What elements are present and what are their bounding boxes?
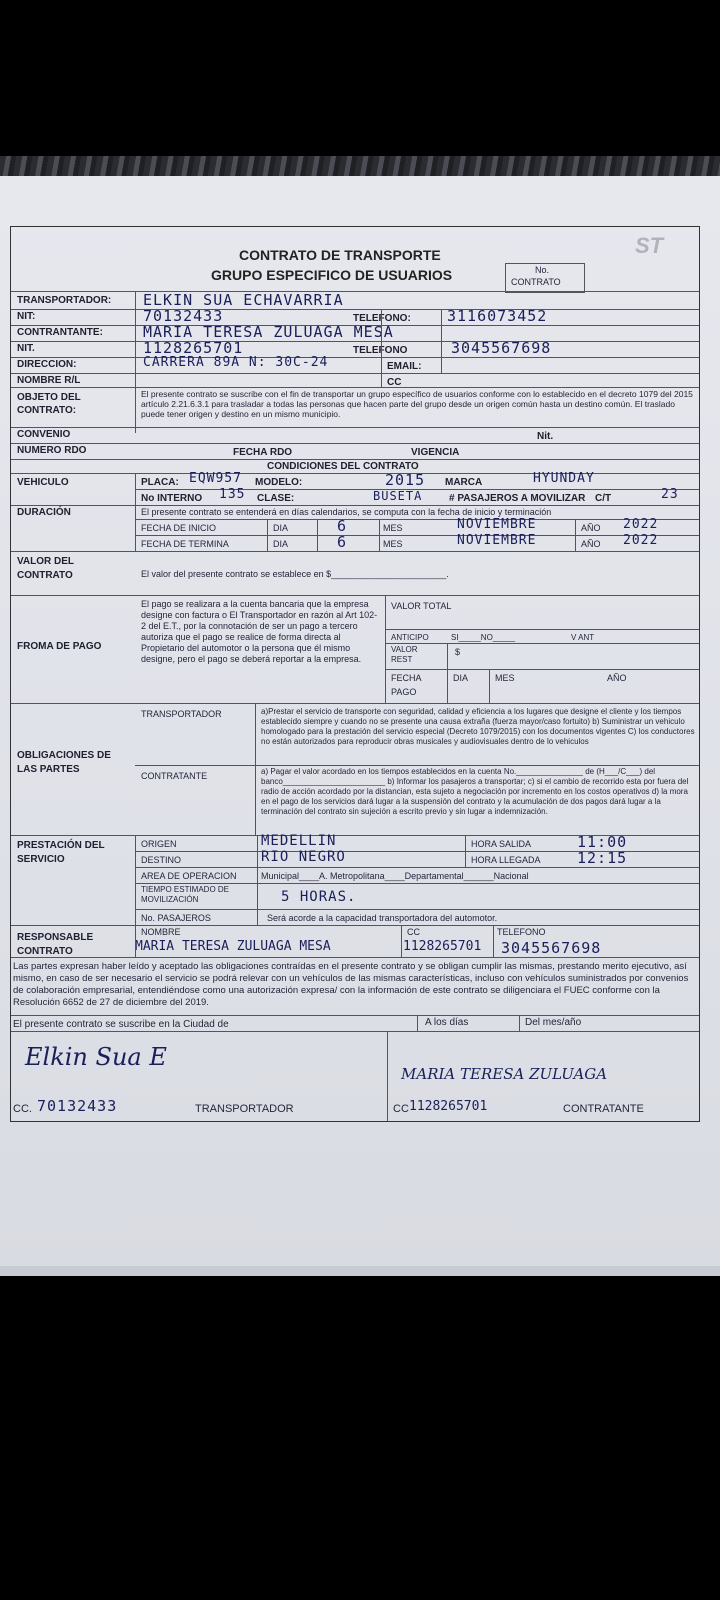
column-divider (447, 643, 448, 703)
placa-label: PLACA: (141, 477, 179, 488)
valor-label: VALOR DEL CONTRATO (17, 556, 74, 581)
divider (11, 925, 699, 926)
valor-total-label: VALOR TOTAL (391, 601, 452, 611)
contratante-value: MARIA TERESA ZULUAGA MESA (143, 323, 394, 341)
tiempo-label: TIEMPO ESTIMADO DE MOVILIZACIÓN (141, 885, 230, 904)
inicio-anio-label: AÑO (581, 523, 601, 533)
nit2-label: NIT. (17, 343, 35, 354)
responsable-nombre-label: NOMBRE (141, 927, 181, 937)
objeto-label: OBJETO DEL CONTRATO: (17, 392, 81, 416)
responsable-nombre-value: MARIA TERESA ZULUAGA MESA (135, 939, 331, 954)
responsable-telefono-label: TELEFONO (497, 927, 546, 937)
contratante-role: CONTRATANTE (563, 1103, 644, 1115)
divider (135, 909, 699, 910)
divider (135, 535, 699, 536)
divider (11, 291, 699, 292)
contract-label: CONTRATO (511, 277, 561, 287)
left-cc-label: CC. (13, 1103, 32, 1115)
company-logo: ST (635, 233, 664, 258)
placa-value: EQW957 (189, 471, 242, 486)
column-divider (255, 703, 256, 835)
convenio-label: CONVENIO (17, 429, 71, 440)
duracion-label: DURACIÓN (17, 507, 71, 518)
origen-label: ORIGEN (141, 839, 177, 849)
nit-value: 70132433 (143, 307, 224, 325)
no-interno-value: 135 (219, 487, 246, 502)
destino-value: RIO NEGRO (261, 849, 346, 865)
direccion-value: CARRERA 89A N: 30C-24 (143, 355, 329, 370)
pasajeros-label: # PASAJEROS A MOVILIZAR (449, 493, 586, 504)
column-divider (257, 835, 258, 925)
divider (11, 341, 699, 342)
nombre-rl-label: NOMBRE R/L (17, 375, 81, 386)
divider (11, 1031, 699, 1032)
marca-value: HYUNDAY (533, 471, 595, 486)
transportador-value: ELKIN SUA ECHAVARRIA (143, 291, 344, 309)
tiempo-value: 5 HORAS. (281, 889, 357, 905)
fin-anio-value: 2022 (623, 533, 659, 548)
divider (11, 473, 699, 474)
origen-value: MEDELLIN (261, 833, 337, 849)
obligaciones-label: OBLIGACIONES DE LAS PARTES (17, 750, 111, 775)
objeto-text: El presente contrato se suscribe con el fin de transportar un grupo específico de usuarios conforme con lo establecido en el decreto 1079 del 2015 artículo 2.21.6.3.1 para trasladar a todas las personas que hacen parte del grupo desde un origen común hasta un destino común. El traslado puede tener origen y destino en un mismo municipio. (141, 389, 693, 419)
divider (11, 387, 699, 388)
condiciones-label: CONDICIONES DEL CONTRATO (267, 461, 419, 472)
destino-label: DESTINO (141, 855, 182, 865)
column-divider (135, 835, 136, 925)
column-divider (267, 519, 268, 551)
inicio-dia-label: DIA (273, 523, 289, 533)
telefono2-label: TELEFONO (353, 345, 408, 356)
pasajeros-value: 23 (661, 487, 679, 502)
inicio-mes-value: NOVIEMBRE (457, 517, 537, 532)
divider (11, 551, 699, 552)
divider (135, 867, 699, 868)
pago-anio-label: AÑO (607, 673, 627, 683)
valor-text: El valor del presente contrato se establece en $_______________________. (141, 569, 449, 579)
duracion-text: El presente contrato se entenderá en días calendarios, se computa con la fecha de inicio y terminación (141, 507, 552, 517)
fin-mes-value: NOVIEMBRE (457, 533, 537, 548)
fin-dia-value: 6 (337, 533, 348, 551)
telefono2-value: 3045567698 (451, 339, 552, 357)
no-interno-label: No INTERNO (141, 493, 203, 504)
area-text: Municipal____A. Metropolitana____Departamental______Nacional (261, 871, 529, 881)
telefono-label: TELEFONO: (353, 313, 411, 324)
divider (11, 309, 699, 310)
obligaciones-transportador-text: a)Prestar el servicio de transporte con seguridad, calidad y eficiencia a los lugares que designe el cliente y los tiempos establecido siempre y cuando no se presente una causa extraña (fuerza mayor/caso fortuito) b) Suministrar un vehiculo homologado para la prestación del servicio especial (Decreto 1079/2015) con los documentos vigentes C) los conductores no están autorizados para reproducir obras musicales y audiovisuales dentro de lo vehiculos (261, 707, 695, 746)
clase-label: CLASE: (257, 493, 295, 504)
nit2-value: 1128265701 (143, 339, 244, 357)
vigencia-label: VIGENCIA (411, 447, 460, 458)
divider (11, 459, 699, 460)
column-divider (519, 1015, 520, 1031)
numero-rdo-label: NUMERO RDO (17, 445, 87, 456)
direccion-label: DIRECCION: (17, 359, 77, 370)
contract-subtitle: GRUPO ESPECIFICO DE USUARIOS (211, 267, 453, 283)
divider (11, 443, 699, 444)
column-divider (379, 519, 380, 551)
dias-label: A los días (425, 1017, 469, 1028)
mes-label: Del mes/año (525, 1017, 582, 1028)
divider (11, 505, 699, 506)
pago-label: FROMA DE PAGO (17, 641, 102, 652)
column-divider (135, 291, 136, 433)
hora-llegada-label: HORA LLEGADA (471, 855, 541, 865)
column-divider (387, 1031, 388, 1121)
inicio-dia-value: 6 (337, 517, 348, 535)
pago-text: El pago se realizara a la cuenta bancaria que la empresa designe con factura o El Transportador en razón al Art 102-2 del E.T., por la connotación de ser un pago a tercero autoriza que el pago se realice de forma directa al Propietario del automotor o la persona que él mismo designe, pero el pago se deberá reportar a la empresa. (141, 599, 378, 664)
modelo-label: MODELO: (255, 477, 303, 488)
clase-value: BUSETA (373, 489, 423, 503)
fin-anio-label: AÑO (581, 539, 601, 549)
responsable-label: RESPONSABLE CONTRATO (17, 932, 94, 957)
convenio-nit-label: Nit. (537, 431, 554, 442)
right-cc-label: CC (393, 1103, 409, 1115)
anticipo-label: ANTICIPO (391, 633, 429, 642)
pago-dia-label: DIA (453, 673, 469, 683)
fin-dia-label: DIA (273, 539, 289, 549)
hora-salida-value: 11:00 (577, 833, 628, 851)
vant-label: V ANT (571, 633, 595, 642)
fecha-termina-label: FECHA DE TERMINA (141, 539, 229, 549)
column-divider (381, 309, 382, 387)
contratante-signature: MARIA TERESA ZULUAGA (401, 1065, 608, 1083)
divider (11, 357, 699, 358)
divider (135, 519, 699, 520)
hora-salida-label: HORA SALIDA (471, 839, 532, 849)
divider (135, 765, 699, 766)
hora-llegada-value: 12:15 (577, 849, 628, 867)
valor-rest-label: VALOR REST (391, 645, 418, 664)
column-divider (493, 925, 494, 957)
marca-label: MARCA (445, 477, 483, 488)
responsable-cc-label: CC (407, 927, 420, 937)
inicio-anio-value: 2022 (623, 517, 659, 532)
fecha-rdo-label: FECHA RDO (233, 447, 293, 458)
si-no-label: SI_____NO_____ (451, 633, 516, 642)
column-divider (401, 925, 402, 957)
column-divider (489, 669, 490, 703)
transportador-role: TRANSPORTADOR (195, 1103, 294, 1115)
column-divider (417, 1015, 418, 1031)
divider (11, 1015, 699, 1016)
area-label: AREA DE OPERACION (141, 871, 237, 881)
column-divider (317, 519, 318, 551)
contract-title: CONTRATO DE TRANSPORTE (239, 247, 441, 263)
divider (11, 373, 699, 374)
fin-mes-label: MES (383, 539, 403, 549)
column-divider (135, 925, 136, 957)
divider (385, 669, 699, 670)
no-pasajeros-label: No. PASAJEROS (141, 913, 211, 923)
no-pasajeros-text: Será acorde a la capacidad transportadora del automotor. (267, 913, 498, 923)
servicio-label: PRESTACIÓN DEL SERVICIO (17, 840, 105, 865)
obligaciones-contratante-text: a) Pagar el valor acordado en los tiempos establecidos en la cuenta No._______________ de (H___/C___) del banco_______________________ b) Informar los pasajeros a transportar; c) si el cambio de recorrido esta por fuera del radio de acción acordado por la distancian, esta sujeto a negociación por incremento en los costos operativos d) la mora en el pago de los servicios dará lugar a la suspensión del contrato y la acumulación de dos pagos dará lugar a la terminación del contrato sin sujeción a escrito previo y sin lugar a indemnización. (261, 767, 689, 816)
divider (11, 957, 699, 958)
column-divider (135, 473, 136, 551)
paper-edge (0, 1266, 720, 1276)
divider (385, 629, 699, 630)
divider (11, 703, 699, 704)
divider (11, 595, 699, 596)
fecha-inicio-label: FECHA DE INICIO (141, 523, 217, 533)
cc-label: CC (387, 377, 402, 388)
nit-label: NIT: (17, 311, 36, 322)
left-cc-value: 70132433 (37, 1097, 118, 1115)
column-divider (441, 309, 442, 373)
responsable-telefono-value: 3045567698 (501, 939, 602, 957)
column-divider (575, 519, 576, 551)
responsable-cc-value: 1128265701 (403, 939, 482, 954)
ciudad-label: El presente contrato se suscribe en la Ciudad de (13, 1019, 229, 1030)
inicio-mes-label: MES (383, 523, 403, 533)
divider (11, 427, 699, 428)
right-cc-value: 1128265701 (409, 1099, 488, 1114)
footer-text: Las partes expresan haber leído y aceptado las obligaciones contraídas en el presente contrato y se obligan cumplir las mismas, prestando merito ejecutivo, así mismo, en caso de ser necesario el servicio se podrá relevar con un vehículos de las mismas características, incluso con vehículos suministrados por convenios de colaboración empresarial, entendiéndose como una autorización expresa/ con la información de este contrato se diligenciara el FUEC conforme con la Resolución 6652 de 27 de diciembre del 2019. (13, 961, 689, 1008)
divider (385, 643, 699, 644)
valor-rest-dollar: $ (455, 647, 461, 657)
telefono-value: 3116073452 (447, 307, 548, 325)
pago-mes-label: MES (495, 673, 515, 683)
column-divider (385, 595, 386, 703)
divider (135, 883, 699, 884)
obligaciones-transportador-label: TRANSPORTADOR (141, 709, 222, 719)
contract-no-label: No. (535, 265, 550, 275)
contratante-label: CONTRANTANTE: (17, 327, 103, 338)
fecha-pago-label: FECHA PAGO (391, 673, 422, 697)
ct-label: C/T (595, 493, 612, 504)
email-label: EMAIL: (387, 361, 422, 372)
modelo-value: 2015 (385, 471, 426, 489)
column-divider (465, 835, 466, 867)
contract-form (10, 226, 700, 1122)
transportador-label: TRANSPORTADOR: (17, 295, 112, 306)
transportador-signature: Elkin Sua E (25, 1043, 167, 1071)
vehiculo-label: VEHICULO (17, 477, 69, 488)
obligaciones-contratante-label: CONTRATANTE (141, 771, 208, 781)
